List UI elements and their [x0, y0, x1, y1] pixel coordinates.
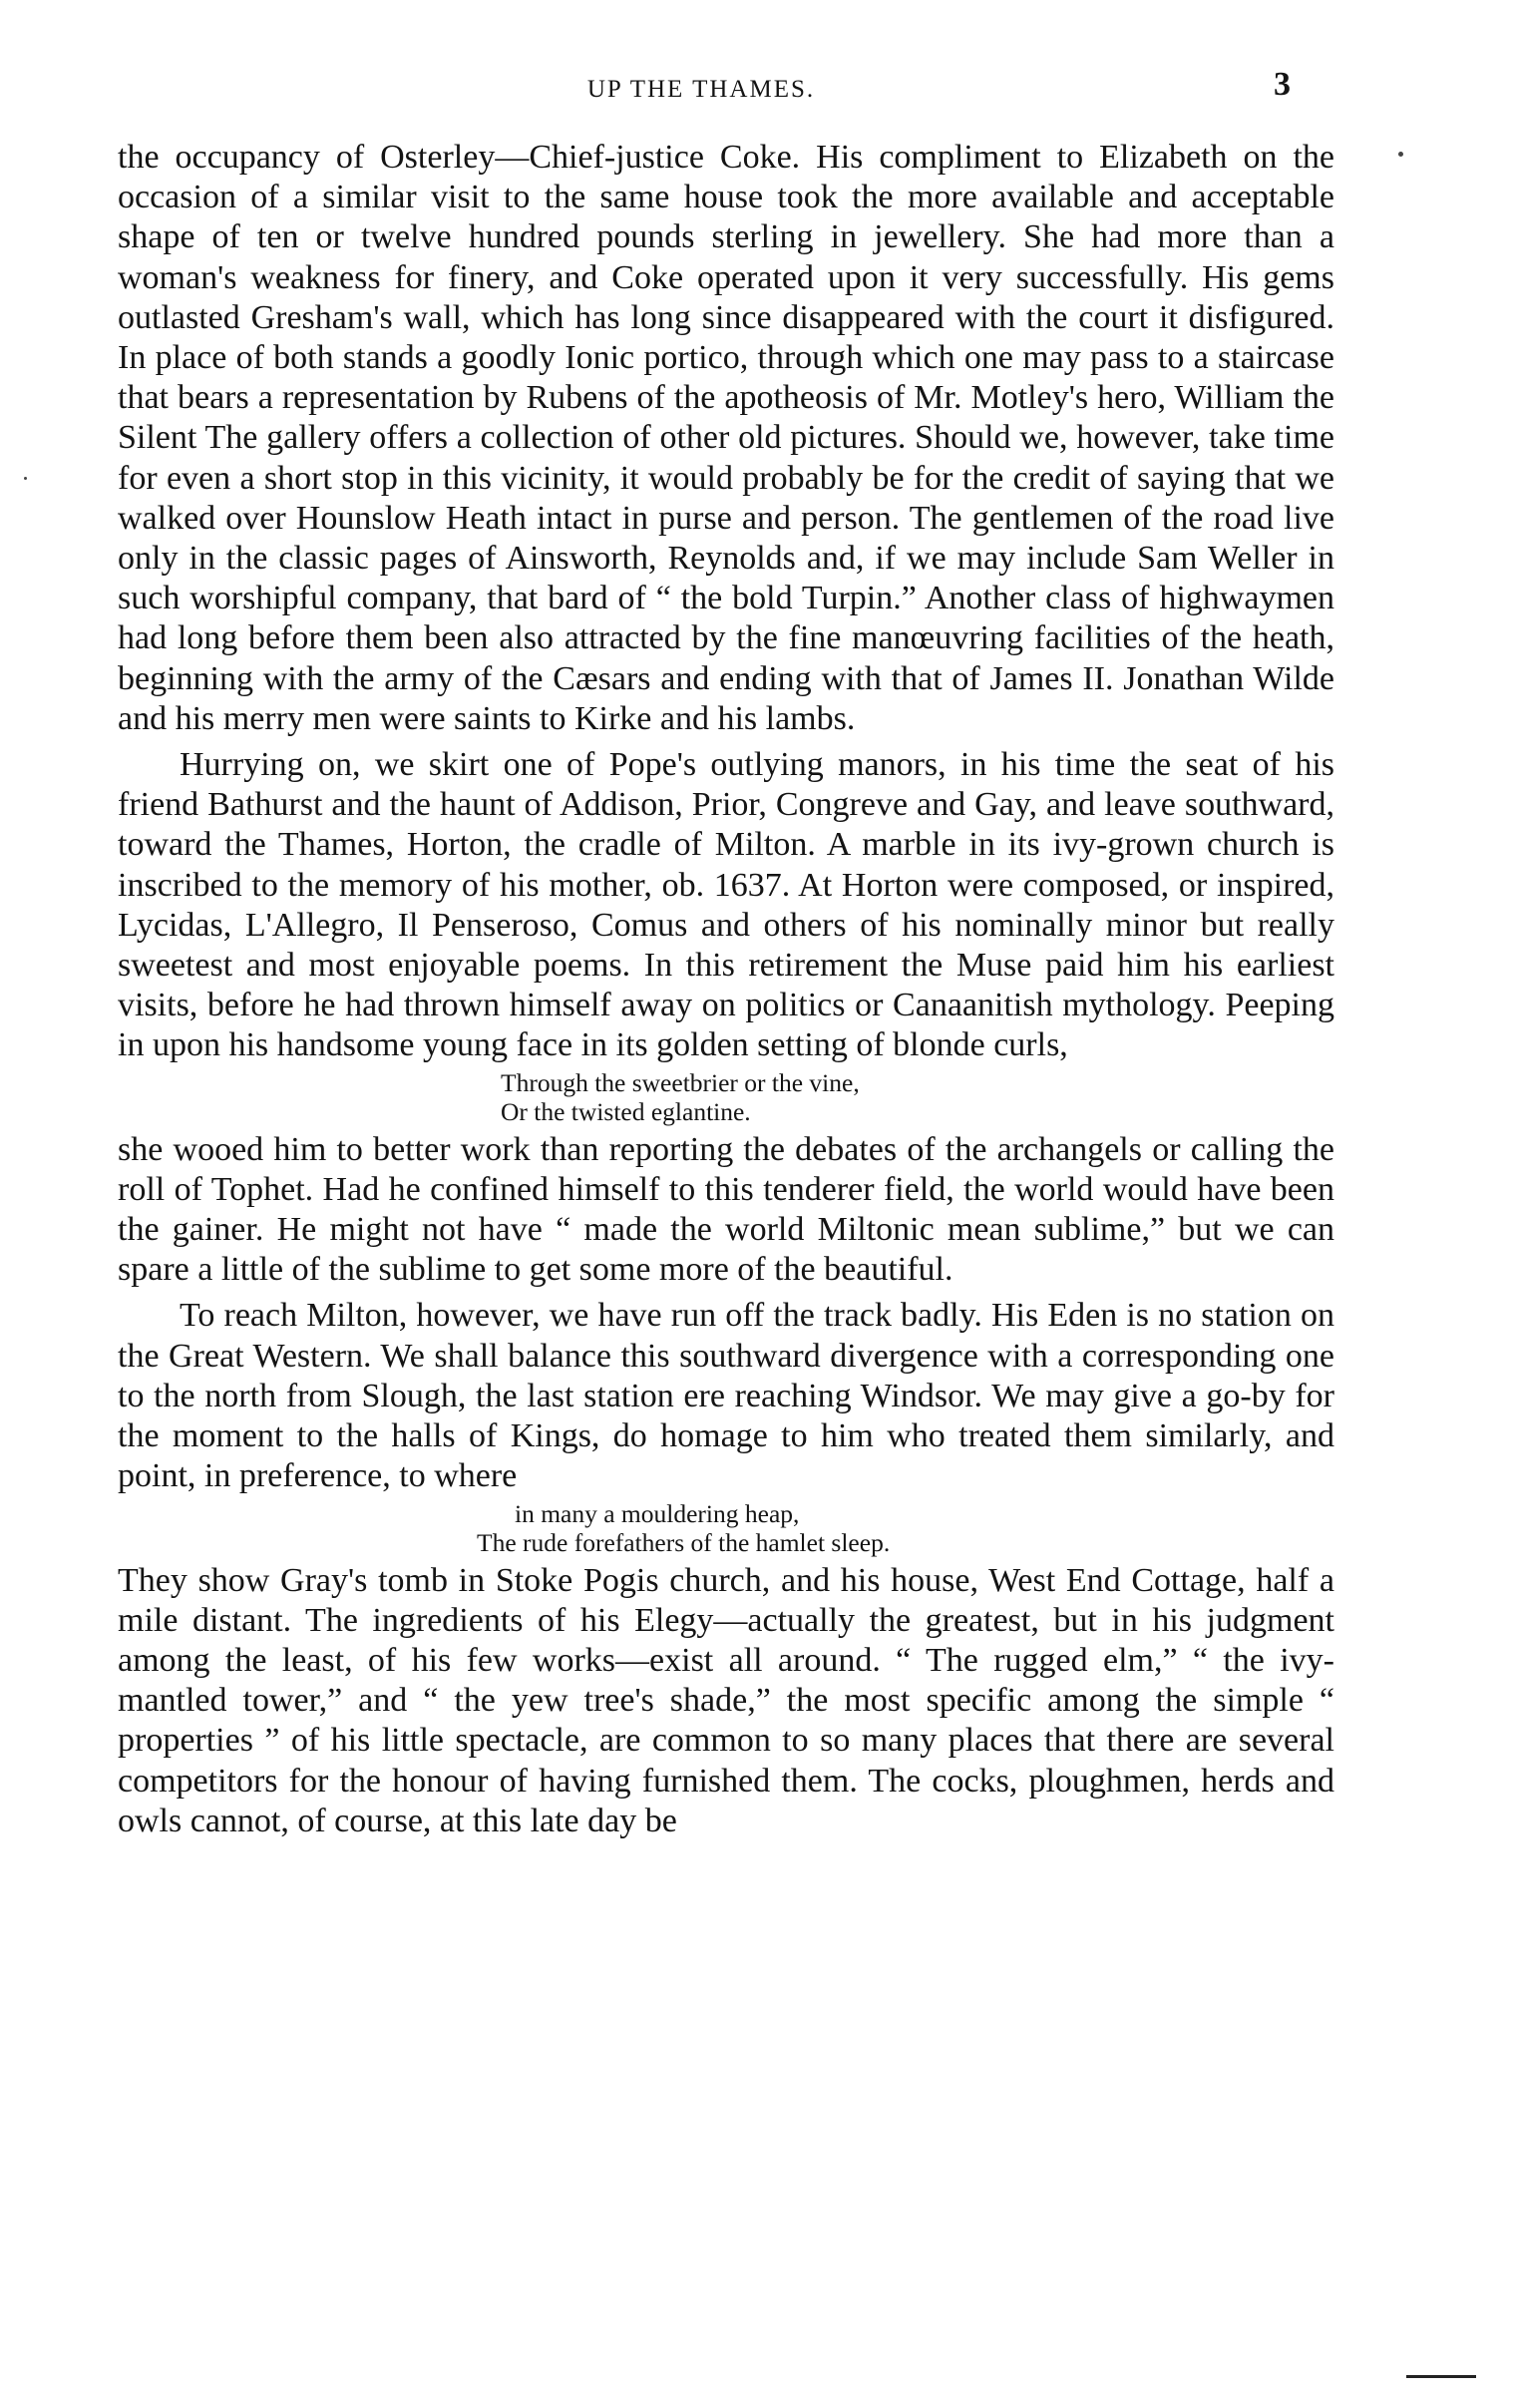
page-number: 3 [1274, 66, 1291, 103]
paragraph-muse: she wooed him to better work than reporting the debates of the archangels or calling the roll of Tophet. Had he confined himself to this tenderer field, the world would have been the gainer. He might not have “ made the world Miltonic mean sublime,” but we can spare a little of the sublime to get some more of the beautiful. [118, 1130, 1334, 1289]
quotation-line: The rude forefathers of the hamlet sleep. [477, 1527, 891, 1557]
paragraph-horton: Hurrying on, we skirt one of Pope's outlying manors, in his time the seat of his friend Bathurst and the haunt of Addison, Prior, Congreve and Gay, and leave southward, toward the Thames, Horton, the cradle of Milton. A marble in its ivy-grown church is inscribed to the memory of his mother, ob. 1637. At Horton were composed, or inspired, Lycidas, L'Allegro, Il Penseroso, Comus and others of his nominally minor but really sweetest and most enjoyable poems. In this retirement the Muse paid him his earliest visits, before he had thrown himself away on politics or Canaanitish mythology. Peeping in upon his handsome young face in its golden setting of blonde curls, [118, 746, 1334, 1064]
paragraph-osterley: the occupancy of Osterley—Chief-justice Coke. His compliment to Elizabeth on the occasion of a similar visit to the same house took the more available and acceptable shape of ten or twelve hundred pounds sterling in jewellery. She had more than a woman's weakness for finery, and Coke operated upon it very successfully. His gems outlasted Gresham's wall, which has long since disappeared with the court it disfigured. In place of both stands a goodly Ionic portico, through which one may pass to a staircase that bears a representation by Rubens of the apotheosis of Mr. Motley's hero, William the Silent The gallery offers a collection of other old pictures. Should we, however, take time for even a short stop in this vicinity, it would probably be for the credit of saying that we walked over Hounslow Heath intact in purse and person. The gentlemen of the road live only in the classic pages of Ainsworth, Reynolds and, if we may include Sam Weller in such worshipful company, that bard of “ the bold Turpin.” Another class of highwaymen had long before them been also attracted by the fine manœuvring facilities of the heath, beginning with the army of the Cæsars and ending with that of James II. Jonathan Wilde and his merry men were saints to Kirke and his lambs. [118, 139, 1334, 737]
paragraph-stoke-pogis: They show Gray's tomb in Stoke Pogis church, and his house, West End Cottage, half a mile distant. The ingredients of his Elegy—actually the greatest, but in his judgment among the least, of his few works—exist all around. “ The rugged elm,” “ the ivy-mantled tower,” and “ the yew tree's shade,” the most specific among the simple “ properties ” of his little spectacle, are common to so many places that there are several competitors for the honour of having furnished them. The cocks, ploughmen, herds and owls cannot, of course, at this late day be [118, 1561, 1334, 1839]
quotation-milton [118, 1068, 1334, 1126]
running-head: UP THE THAMES. [586, 76, 816, 103]
body-text [118, 138, 1334, 1841]
page-header [118, 66, 1291, 114]
print-speck [24, 477, 27, 480]
footer-rule [1406, 2375, 1476, 2378]
quotation-line: in many a mouldering heap, [515, 1498, 800, 1528]
quotation-line: Or the twisted eglantine. [501, 1096, 751, 1126]
quotation-gray [118, 1499, 1334, 1557]
print-speck [1398, 152, 1403, 157]
paragraph-windsor: To reach Milton, however, we have run off the track badly. His Eden is no station on the Great Western. We shall balance this southward divergence with a corresponding one to the north from Slough, the last station ere reaching Windsor. We may give a go-by for the moment to the halls of Kings, do homage to him who treated them similarly, and point, in preference, to where [118, 1297, 1334, 1495]
quotation-line: Through the sweetbrier or the vine, [501, 1067, 860, 1097]
